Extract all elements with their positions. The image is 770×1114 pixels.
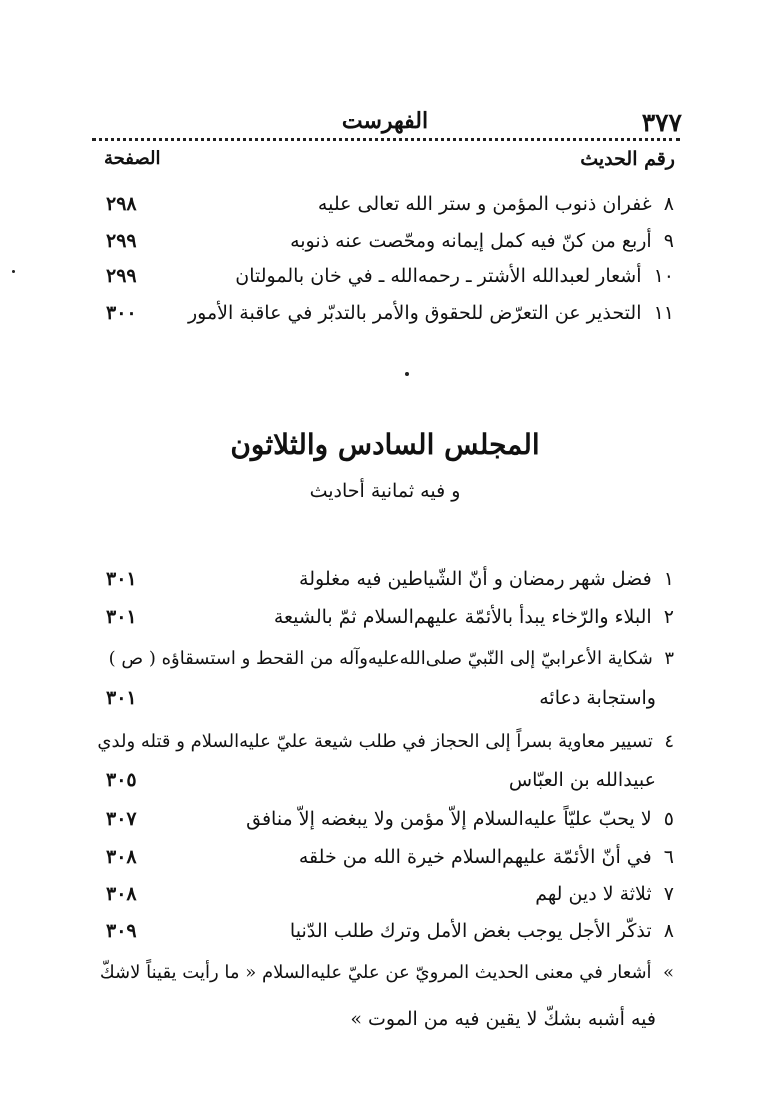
entry-page: ٣٠٨: [106, 846, 137, 868]
entry-title: أشعار لعبدالله الأشتر ـ رحمه‌الله ـ في خان بالمولتان: [235, 265, 642, 287]
entry-number: ١: [663, 568, 674, 590]
index-entry-text: [100, 962, 674, 983]
entry-page: ٣٠٧: [106, 808, 137, 830]
index-entry-text-continued: [539, 687, 656, 709]
index-entry-text: [299, 568, 674, 590]
entry-page: ٣٠٩: [106, 920, 137, 942]
index-entry-text: [290, 230, 674, 252]
entry-title: تسيير معاوية بسراً إلى الحجاز في طلب شيعة عليّ عليه‌السلام و قتله ولدي: [97, 731, 653, 752]
entry-number: ٧: [663, 883, 674, 905]
entry-number: ٤: [664, 731, 674, 752]
index-entry-text: [318, 193, 674, 215]
entry-number: ٩: [663, 230, 674, 252]
index-entry-text: [246, 808, 674, 830]
entry-number: ١١: [653, 302, 674, 324]
section-subtitle: و فيه ثمانية أحاديث: [309, 480, 461, 502]
index-entry-text: [235, 265, 674, 287]
section-title: المجلس السادس والثلاثون: [230, 428, 540, 461]
entry-number: ٢: [663, 606, 674, 628]
page-number: ٣٧٧: [641, 108, 682, 137]
entry-title: تذكّر الأجل يوجب بغض الأمل وترك طلب الدّنيا: [289, 920, 652, 942]
entry-title: التحذير عن التعرّض للحقوق والأمر بالتدبّر في عاقبة الأمور: [187, 302, 642, 324]
index-entry-text: [299, 846, 674, 868]
entry-number: ١٠: [653, 265, 674, 287]
entry-title: شكاية الأعرابيّ إلى النّبيّ صلى‌الله‌عليه‌وآله من القحط و استسقاؤه ( ص ): [108, 648, 653, 669]
entry-page: ٢٩٩: [106, 265, 137, 287]
page-title: الفهرست: [341, 108, 429, 134]
entry-page: ٣٠٥: [106, 769, 137, 791]
entry-page: ٣٠١: [106, 568, 137, 590]
entry-number: »: [662, 962, 674, 983]
entry-page: ٣٠٠: [106, 302, 137, 324]
index-entry-text: [290, 920, 674, 942]
entry-page: ٣٠١: [106, 606, 137, 628]
entry-number: ٨: [663, 193, 674, 215]
entry-number: ٨: [663, 920, 674, 942]
entry-page: ٢٩٨: [106, 193, 137, 215]
entry-title: البلاء والرّخاء يبدأ بالأئمّة عليهم‌السلام ثمّ بالشيعة: [273, 606, 652, 628]
entry-title: ثلاثة لا دين لهم: [535, 883, 652, 905]
index-entry-text: [274, 606, 674, 628]
header-dotted-rule: [92, 138, 680, 141]
index-entry-text: [535, 883, 674, 905]
entry-title: غفران ذنوب المؤمن و ستر الله تعالى عليه: [317, 193, 652, 215]
entry-number: ٥: [663, 808, 674, 830]
column-header-hadith: رقم الحديث: [580, 148, 675, 170]
entry-title: أشعار في معنى الحديث المرويّ عن عليّ عليه‌السلام « ما رأيت يقيناً لاشكّ: [99, 962, 652, 983]
decorative-speck: [12, 270, 15, 273]
index-entry-text-continued: [509, 769, 656, 791]
entry-title: لا يحبّ عليّاً عليه‌السلام إلاّ مؤمن ولا يبغضه إلاّ منافق: [246, 808, 652, 830]
entry-page: ٣٠٨: [106, 883, 137, 905]
entry-title: في أنّ الأئمّة عليهم‌السلام خيرة الله من خلقه: [298, 846, 652, 868]
entry-page: ٣٠١: [106, 687, 137, 709]
entry-page: ٢٩٩: [106, 230, 137, 252]
entry-number: ٦: [663, 846, 674, 868]
entry-title: أربع من كنّ فيه كمل إيمانه ومحّصت عنه ذنوبه: [290, 230, 652, 252]
column-header-page: الصفحة: [104, 148, 161, 169]
entry-title: واستجابة دعائه: [539, 687, 656, 709]
index-entry-text: [188, 302, 674, 324]
index-entry-text: [109, 648, 674, 669]
entry-title: فيه أشبه بشكّ لا يقين فيه من الموت »: [350, 1008, 656, 1030]
entry-title: فضل شهر رمضان و أنّ الشّياطين فيه مغلولة: [299, 568, 652, 590]
entry-title: عبيدالله بن العبّاس: [508, 769, 656, 791]
entry-number: ٣: [664, 648, 674, 669]
index-entry-text: [97, 731, 674, 752]
decorative-dot: [405, 372, 409, 376]
index-entry-text-continued: [350, 1008, 656, 1030]
